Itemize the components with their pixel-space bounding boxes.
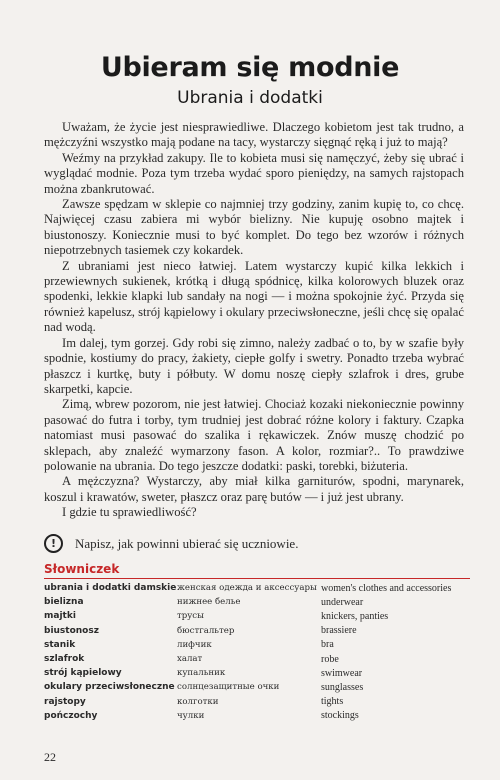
vocab-polish: okulary przeciwsłoneczne: [44, 682, 175, 693]
paragraph: Z ubraniami jest nieco łatwiej. Latem wystarczy kupić kilka lekkich i przewiewnych sukienek, krótką i długą spódnicę, kilka kolorowych bluzek oraz spodenki, lekkie klapki lub sandały na nogi — i można spokojnie żyć. Przyda się również kapelusz, strój kąpielowy i okulary przeciwsłoneczne, jeśli chcę się opalać nad wodą.: [44, 258, 464, 335]
table-row: [44, 666, 451, 680]
page-title: Ubieram się modnie: [100, 52, 400, 83]
vocab-english: women's clothes and accessories: [321, 582, 452, 594]
exclamation-circle-icon: !: [44, 534, 63, 553]
vocab-english: tights: [321, 696, 344, 708]
vocab-polish: pończochy: [44, 710, 98, 721]
table-row: [44, 595, 451, 609]
vocab-russian: колготки: [177, 696, 219, 707]
vocab-english: robe: [321, 653, 339, 665]
vocab-russian: чулки: [177, 710, 205, 721]
paragraph: I gdzie tu sprawiedliwość?: [62, 505, 197, 520]
vocab-polish: ubrania i dodatki damskie: [44, 583, 177, 594]
vocab-english: knickers, panties: [321, 610, 389, 622]
paragraph: A mężczyzna? Wystarczy, aby miał kilka garniturów, spodni, marynarek, koszul i krawatów, sweter, płaszcz oraz parę butów — i już jest ubrany.: [44, 474, 464, 504]
vocab-russian: женская одежда и аксессуары: [177, 583, 317, 594]
page-subtitle: Ubrania i dodatki: [177, 88, 323, 108]
vocab-english: stockings: [321, 710, 359, 722]
vocab-english: underwear: [321, 596, 364, 608]
paragraph: Uważam, że życie jest niesprawiedliwe. Dlaczego kobietom jest tak trudno, a mężczyźni wszystko mają podane na tacy, wystarczy sięgnąć ręką i już to mają?: [44, 120, 464, 150]
vocab-polish: rajstopy: [44, 696, 86, 707]
vocab-polish: szlafrok: [44, 654, 85, 665]
vocab-polish: bielizna: [44, 597, 84, 608]
vocab-polish: stanik: [44, 639, 76, 650]
table-row: [44, 652, 451, 666]
paragraph: Zawsze spędzam w sklepie co najmniej trzy godziny, zanim kupię to, co chcę. Najwięcej czasu zabiera mi wybór bielizny. Nie kupuję osobno majtek i biustonoszy. Koniecznie musi to być komplet. Do tego bez wzorów i różnych niepotrzebnych tasiemek czy kokardek.: [44, 197, 464, 258]
vocabulary-box: [44, 562, 484, 723]
paragraph: Weźmy na przykład zakupy. Ile to kobieta musi się namęczyć, żeby się ubrać i wyglądać modnie. Poza tym trzeba wydać sporo pieniędzy, na samych rajstopach można zbankrutować.: [44, 150, 464, 196]
vocab-russian: лифчик: [177, 639, 212, 650]
vocab-russian: нижнее белье: [177, 597, 241, 608]
vocabulary-table: [44, 581, 451, 723]
exercise-instruction: [44, 534, 464, 553]
vocab-english: brassiere: [321, 625, 357, 637]
table-row: [44, 680, 451, 694]
vocab-russian: трусы: [177, 611, 204, 622]
vocab-polish: majtki: [44, 611, 76, 622]
table-row: [44, 695, 451, 709]
article-body: [44, 120, 464, 521]
table-row: [44, 638, 451, 652]
vocab-russian: солнцезащитные очки: [177, 682, 280, 693]
vocab-english: swimwear: [321, 667, 363, 679]
vocab-russian: халат: [177, 654, 203, 665]
table-row: [44, 581, 451, 595]
paragraph: Im dalej, tym gorzej. Gdy robi się zimno, należy zadbać o to, by w szafie były spodnie, kostiumy do pracy, żakiety, ciepłe golfy i swetry. Ponadto trzeba wybrać płaszcz i kurtkę, buty i półbuty. W domu noszę ciepły szlafrok i dres, grube skarpetki, kapcie.: [44, 335, 464, 396]
page-number: 22: [44, 750, 56, 764]
vocab-english: sunglasses: [321, 681, 364, 693]
vocab-russian: купальник: [177, 668, 226, 679]
vocab-english: bra: [321, 639, 334, 651]
vocab-polish: biustonosz: [44, 625, 99, 636]
vocabulary-title: Słowniczek: [44, 562, 120, 576]
exercise-text: Napisz, jak powinni ubierać się uczniowie.: [75, 535, 299, 551]
vocabulary-divider: [44, 578, 470, 579]
vocab-russian: бюстгальтер: [177, 625, 235, 636]
table-row: [44, 709, 451, 723]
paragraph: Zimą, wbrew pozorom, nie jest łatwiej. Chociaż kozaki niekoniecznie powinny pasować do futra i torby, tym trudniej jest dobrać różne kolory i faktury. Czapka natomiast musi pasować do szalika i rękawiczek. Znów muszę chodzić po sklepach, aby znaleźć wymarzony fason. A kolor, rozmiar?.. To prawdziwe polowanie na ubrania. Do tego jeszcze dodatki: paski, torebki, biżuteria.: [44, 397, 464, 473]
vocab-polish: strój kąpielowy: [44, 668, 122, 679]
table-row: [44, 624, 451, 638]
table-row: [44, 609, 451, 623]
